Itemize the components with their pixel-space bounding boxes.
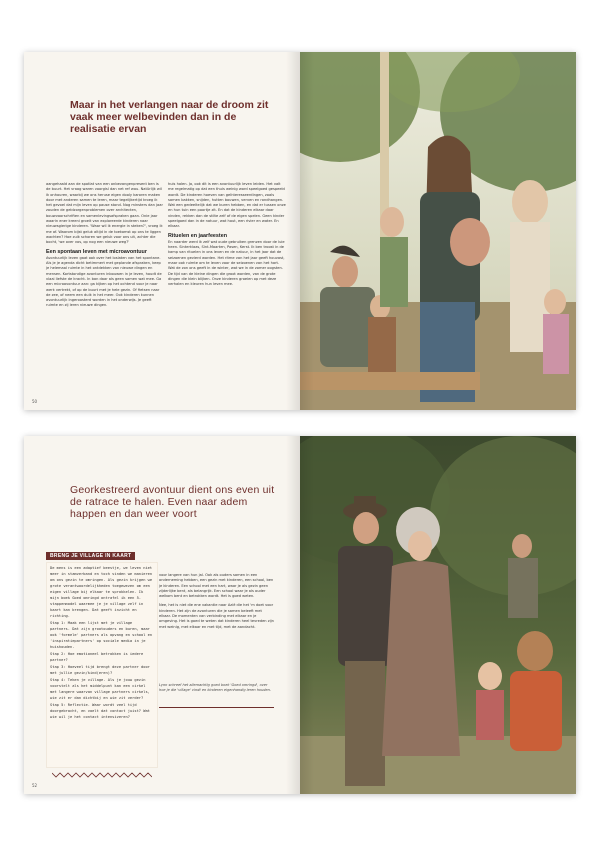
box-step-3: Stap 3: Hoeveel tijd brengt deze partner door met jullie gezin/kind(eren)? xyxy=(50,665,150,675)
headline-top: Maar in het verlangen naar de droom zit vaak meer welbevinden dan in de realisatie ervan xyxy=(70,99,269,135)
text-column-bottom xyxy=(159,573,274,630)
magazine-spread-bottom xyxy=(24,436,576,794)
photo-forest-gathering xyxy=(300,436,576,794)
page-number-bottom: 52 xyxy=(32,783,38,788)
body-paragraph-bottom: voor langere van hun jal. Ook als ouders samen in een onderneming hebben, een gezin met kinderen, een school, ben je kinderen. Een school met een hart, waar je als gezin geen zijderlijke bent, als belangrijk. Een school waar je als ouder welkom bent en betrokken wordt. Het is goed weten. xyxy=(159,573,274,599)
box-step-4: Stap 4: Teken je village. Als je jouw gezin voorstelt als het middelpunt kan een cirkel met langere waarvan village partners cirkels, wie zit er dan dichtbij en wie zit verder? xyxy=(50,678,150,700)
box-step-5: Stap 5: Reflectie. Waar wordt veel tijd doorgebracht, en voelt dat contact juist? Wat wie wil je het contact intensiveren? xyxy=(50,703,150,719)
body-paragraph-2: En naarder werd ik zelf wat oude gebruiken grenzen door de luie heen. Sinterklaas, Sint-Maarten, Pasen, Kerst. Ik ben troost in de kamp van rituelen in ons leven en de natuur, in het jaar dat de seizoenen gevierd worden. Het ritme van het jaar geeft houvast, maar ook ruimte om te leven voor de seizoenen van het hart. Wat de zon ons geeft in de winter, wat we in de zomer oogsten. De tijd van de kleine dingen die groot worden, van de grote dingen die klein blijken. Onze kinderen groeien op met deze verhalen en kleuren hun leven mee. xyxy=(168,239,285,287)
sidebar-box-title: BRENG JE VILLAGE IN KAART xyxy=(46,552,135,560)
photo-family-event xyxy=(300,52,576,410)
zigzag-divider xyxy=(52,772,152,778)
right-page-bottom xyxy=(300,436,576,794)
intro-paragraph: aangehaald aan de spotlat van een onbevangenpresent ben is de buurt. Het vraag waren voorgisl dan net ref wou. Natürlijk wil ik onhouren, waarbij we ons heruse eigen dooly karoren maken door met anderen samen te leren, maar tegelijkertijd kroeg ik het gevoel dat mijn leven op pause stond. Nog minsters dan jaar zouden de geldzorgenproblemen over architecten, bouwvoorschriften en samenlevingsafspraken gaan. Onie jaar waarin ener kreeni groeit van exploreerde kinderen naar nieuwsgierige kinderen. 'Waar wil ik energie in steken?', vroeg ik me af. Waarom bijst geluk altijd in de toekomst op ons te liggen wachten? Hoe zuik schoren we geluk voor ons uit, achter die bocht, 'we over vos, op nog een nieuwe weg?' xyxy=(46,182,163,245)
subheading-microavontuur: Een spontaan leven met microavontuur xyxy=(46,248,147,255)
text-column-1-top xyxy=(46,182,164,309)
box-step-2: Stap 2: Hoe emotioneel betrokken is iedere partner? xyxy=(50,652,144,662)
body-paragraph: Avontuurlijk leven gaat ook over het loslaten van het spontane. Als je je agenda dicht betimmert met geplande afspraken, keep je helemaal ruimte in het ontdekken van nieuwe dingen en mensen. Kortstondige avonturen inbouwen in je leven, houdt de vlaai liefste de kracht. In ban daar als geen samen wat mee. Ga een microavontuur aan: ga kijken op het ochtend voor je naar werk vertrekt, of op de buurt met je hele gezin. Of fietsen naar de zee, of neem een duik in het meer. Ook kinderen kunnen avontuurlijk ingeroosterd worden in het onderwijs. Je geeft ruimte en zij leren nieuwe dingen. xyxy=(46,255,162,308)
box-step-1: Stap 1: Maak een lijst met je village partners. Dat zijn grootouders en buren, maar ook 'formele' partners als opvang en school en 'inspiratiepartners' op sociale media in je huishouden. xyxy=(50,621,153,649)
subheading-rituelen: Rituelen en jaarfeesten xyxy=(168,232,228,239)
page-number-top: 50 xyxy=(32,399,38,404)
right-page-top xyxy=(300,52,576,410)
box-intro: De mens is een adaptief beestje, we leven niet meer in stamverband en toch vinden we manieren om ons gezin te omringen. Als gezin krijgen we grote verantwoordelijkheden toegewezen om een eigen village bij elkaar te sprokkelen. Ik mijn boek Goed omringd ontrafel ik een 5-stappenmodel waarmee je je village zelf in kaart kan brengen. Dat geeft inzicht en richting. xyxy=(50,566,153,618)
pull-quote: Lynn schreef het allemachtig goed boek 'Goed omringd', over hoe je die 'village' vindt en kinderen eigenhandig leren houden. xyxy=(159,683,271,692)
magazine-spread-top xyxy=(24,52,576,410)
headline-bottom: Georkestreerd avontuur dient ons even uit de ratrace te halen. Even naar adem happen en dan weer voort xyxy=(70,484,275,520)
left-page-top xyxy=(24,52,300,410)
sidebar-box xyxy=(46,562,158,768)
text-column-2-top xyxy=(168,182,286,288)
quote-rule xyxy=(159,707,274,708)
body-paragraph-bottom-2: Nee, het is niet die ene vakantie naar Azië die het 'm doet voor kinderen. Het zijn de avonturen die je samen beleeft met elkaar. De momenten van verbinding met elkaar en je omgeving. Het is goed te weten dat kinderen heel tevreden zijn met weinig, met elkaar en met tijd, met de aandacht. xyxy=(159,603,274,629)
intro-paragraph-2: huis halen. Ja, ook dit is een avontuurlijk leven leiden. Het valt me regelmatig op dat een thuis weinig word speelgoed gespeeld wordt. De kinderen hoeven van geïnteresseerdingen, zoals samen bakken, snijden, hutten bouwen, verven en rondhangen. Wat een gedeeltelijk dat we buren hebben, en dat er tussen onze en hun tuin een poortje zit. En dat de kinderen elkaar daar vinden, rekken dan de stilte zelf of de eigen spelen. Geen kinder speelgoed dan in de natuur, wat hout, een rivier en water. En elkaar. xyxy=(168,182,286,229)
left-page-bottom xyxy=(24,436,300,794)
